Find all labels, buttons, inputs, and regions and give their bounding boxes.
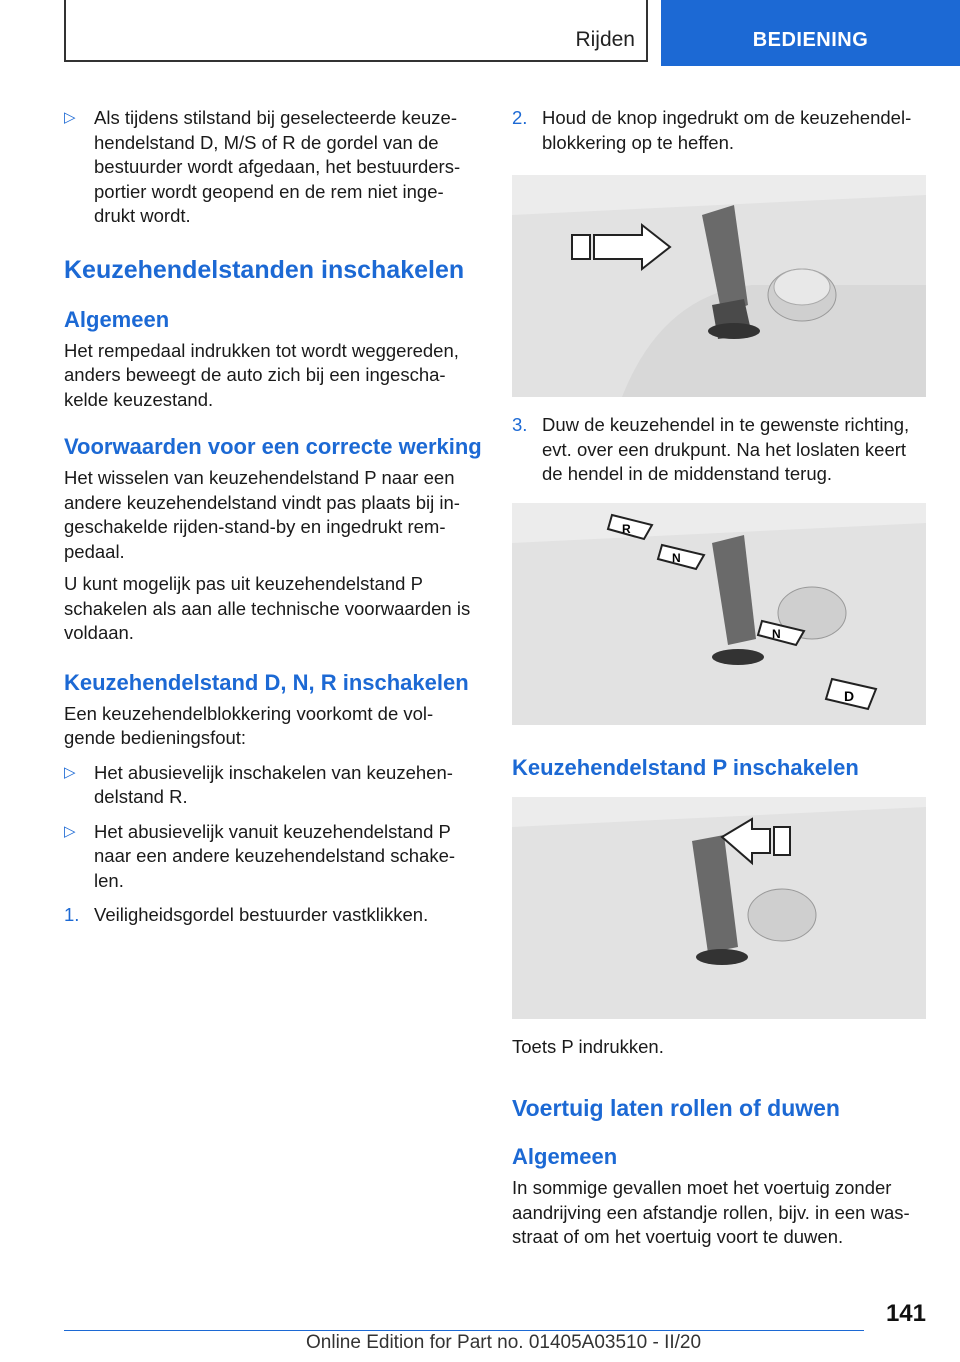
header-chapter-label: BEDIENING [752, 28, 869, 51]
section-heading: Keuzehendelstanden inschakelen [64, 255, 465, 284]
section-heading: Voertuig laten rollen of duwen [512, 1095, 840, 1121]
page-number: 141 [885, 1300, 926, 1327]
step-number: 1. [64, 904, 80, 925]
list-item [64, 820, 482, 894]
header-frame [64, 0, 648, 62]
gear-selector-illustration-directions [512, 503, 926, 725]
list-item [64, 761, 482, 810]
paragraph: Het rempedaal indrukken tot wordt weggereden, anders beweegt de auto zich bij een ingescha-kelde keuzestand. [64, 339, 459, 410]
triangle-bullet-icon: ▷ [64, 763, 76, 781]
paragraph: Een keuzehendelblokkering voorkomt de vol-gende bedieningsfout: [64, 702, 434, 748]
subheading: Keuzehendelstand D, N, R inschakelen [64, 669, 469, 695]
subheading: Voorwaarden voor een correcte werking [64, 434, 482, 459]
step-item [512, 106, 926, 155]
paragraph: Het wisselen van keuzehendelstand P naar een andere keuzehendelstand vindt pas plaats bij in-geschakelde rijden-stand-by en ingedrukt rem-pedaal. [64, 467, 460, 562]
triangle-bullet-icon: ▷ [64, 109, 76, 126]
direction-label-n-upper: N [672, 550, 681, 565]
step-number: 2. [512, 107, 528, 128]
direction-label-d: D [844, 687, 855, 704]
subheading: Algemeen [64, 306, 170, 332]
footer-edition-text: Online Edition for Part no. 01405A03510 - II/20 [306, 1332, 702, 1353]
header-section-title: Rijden [575, 28, 635, 51]
direction-label-r: R [622, 521, 631, 536]
list-item-text: Het abusievelijk vanuit keuzehendelstand P naar een andere keuzehendelstand schake-len. [94, 820, 456, 891]
gear-selector-illustration-park [512, 797, 926, 1019]
list-item-text: Het abusievelijk inschakelen van keuzehen-delstand R. [94, 761, 453, 807]
step-number: 3. [512, 414, 528, 435]
paragraph: Toets P indrukken. [512, 1035, 664, 1057]
left-column [64, 100, 482, 928]
paragraph: In sommige gevallen moet het voertuig zonder aandrijving een afstandje rollen, bijv. in een was-straat of om het voertuig voort te duwen. [512, 1177, 910, 1247]
step-item [64, 903, 482, 928]
list-item [64, 106, 482, 229]
right-column [512, 100, 926, 1250]
header-chapter-tab[interactable] [661, 0, 960, 66]
footer-divider [64, 1330, 864, 1331]
step-item [512, 413, 926, 487]
list-item-text: Als tijdens stilstand bij geselecteerde keuze-hendelstand D, M/S of R de gordel van de bestuurder wordt afgedaan, het bestuurders-portier wordt geopend en de rem niet inge-drukt wordt. [94, 107, 461, 226]
paragraph: U kunt mogelijk pas uit keuzehendelstand P schakelen als aan alle technische voorwaarden is voldaan. [64, 573, 471, 643]
step-text: Duw de keuzehendel in te gewenste richting, evt. over een drukpunt. Na het loslaten keert de hendel in de middenstand terug. [542, 414, 910, 484]
step-text: Houd de knop ingedrukt om de keuzehendel-blokkering op te heffen. [542, 107, 912, 153]
direction-label-n-lower: N [772, 626, 781, 641]
gear-selector-illustration-unlock [512, 175, 926, 397]
step-text: Veiligheidsgordel bestuurder vastklikken. [94, 904, 429, 925]
triangle-bullet-icon: ▷ [64, 822, 76, 840]
subheading: Algemeen [512, 1144, 618, 1169]
subheading: Keuzehendelstand P inschakelen [512, 754, 859, 780]
